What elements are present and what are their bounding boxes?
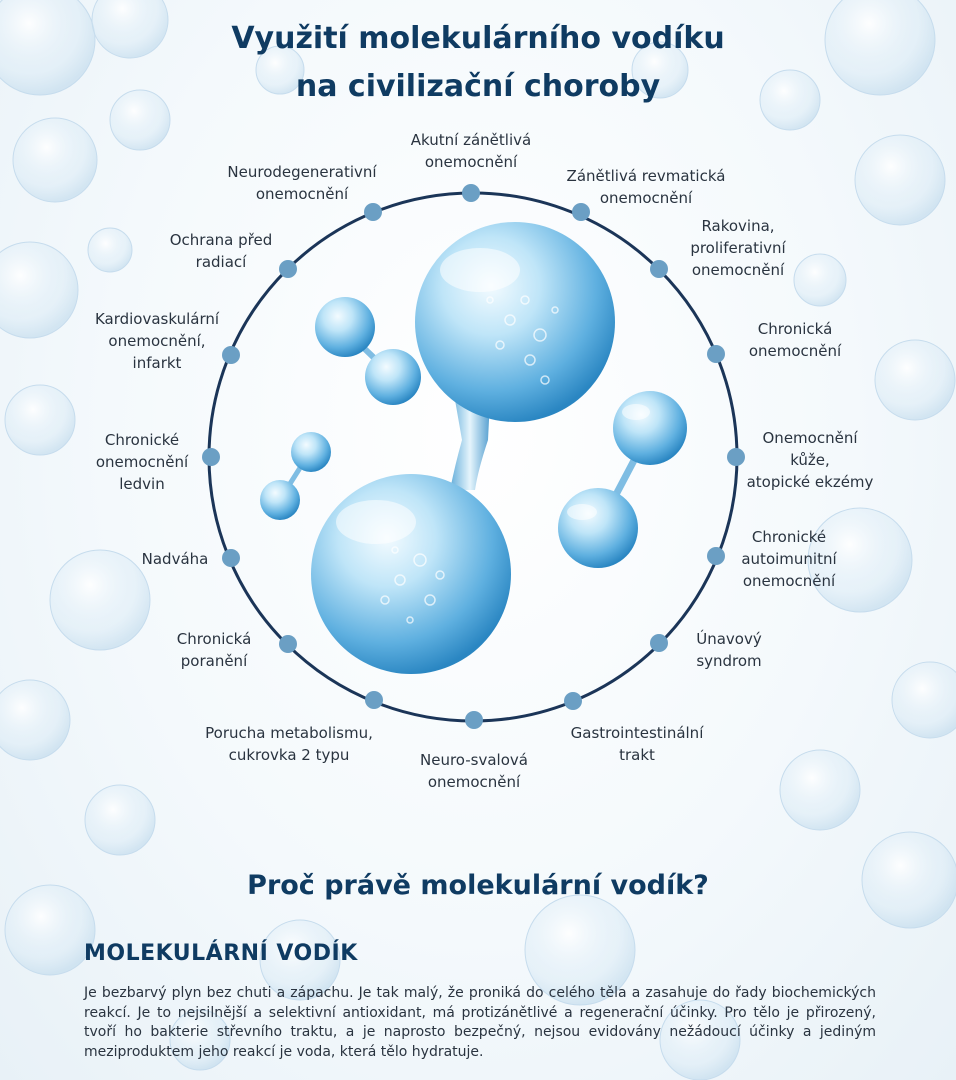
- dot-radiace: [279, 260, 297, 278]
- big-hydrogen-molecule: [311, 222, 615, 674]
- label-gastro: Gastrointestinální trakt: [570, 724, 704, 764]
- label-akutni: Akutní zánětlivá onemocnění: [410, 131, 532, 171]
- label-neurodegenerativni: Neurodegenerativní onemocnění: [227, 163, 377, 203]
- dot-rakovina: [650, 260, 668, 278]
- why-hydrogen-title: Proč právě molekulární vodík?: [247, 870, 709, 901]
- label-kardio: Kardiovaskulární onemocnění, infarkt: [94, 310, 220, 372]
- small-molecule-left-top: [315, 297, 421, 405]
- dot-unavovy: [650, 634, 668, 652]
- dot-ledviny: [202, 448, 220, 466]
- small-molecule-right: [558, 391, 687, 568]
- dot-kardio: [222, 346, 240, 364]
- dot-neurodegenerativni: [364, 203, 382, 221]
- label-unavovy: Únavový syndrom: [696, 630, 762, 670]
- dot-nadvaha: [222, 549, 240, 567]
- dot-metabolismus: [365, 691, 383, 709]
- dot-neuro-svalova: [465, 711, 483, 729]
- dot-poraneni: [279, 635, 297, 653]
- dot-kuze: [727, 448, 745, 466]
- molecular-hydrogen-description: Je bezbarvý plyn bez chuti a zápachu. Je tak malý, že proniká do celého těla a zasahuje do řady biochemických reakcí. Je to nejsilnější a selektivní antioxidant, má protizánětlivé a regenerační účinky. Pro tělo je přirozený, tvoří ho bakterie střevního traktu, a je naprosto bezpečný, nejsou evidovány nežádoucí účinky a jediným meziproduktem jeho reakcí je voda, která tělo hydratuje.: [84, 985, 876, 1060]
- label-neuro-svalova: Neuro-svalová onemocnění: [420, 751, 528, 791]
- dot-autoimunitni: [707, 547, 725, 565]
- label-poraneni: Chronická poranění: [176, 630, 252, 670]
- label-chronicka: Chronická onemocnění: [748, 320, 842, 360]
- label-rakovina: Rakovina, proliferativní onemocnění: [690, 217, 786, 279]
- small-molecule-left-bottom: [260, 432, 331, 520]
- molecular-hydrogen-heading: MOLEKULÁRNÍ VODÍK: [84, 941, 358, 966]
- dot-gastro: [564, 692, 582, 710]
- label-radiace: Ochrana před radiací: [169, 231, 273, 271]
- page-title-line-2: na civilizační choroby: [295, 69, 661, 104]
- label-zanetliva-revmaticka: Zánětlivá revmatická onemocnění: [566, 167, 726, 207]
- page-title-line-1: Využití molekulárního vodíku: [231, 21, 725, 56]
- label-metabolismus: Porucha metabolismu, cukrovka 2 typu: [205, 724, 373, 764]
- label-nadvaha: Nadváha: [141, 550, 209, 568]
- label-autoimunitni: Chronické autoimunitní onemocnění: [741, 528, 837, 590]
- label-kuze: Onemocnění kůže, atopické ekzémy: [746, 429, 874, 491]
- label-ledviny: Chronické onemocnění ledvin: [95, 431, 189, 493]
- dot-chronicka: [707, 345, 725, 363]
- dot-akutni: [462, 184, 480, 202]
